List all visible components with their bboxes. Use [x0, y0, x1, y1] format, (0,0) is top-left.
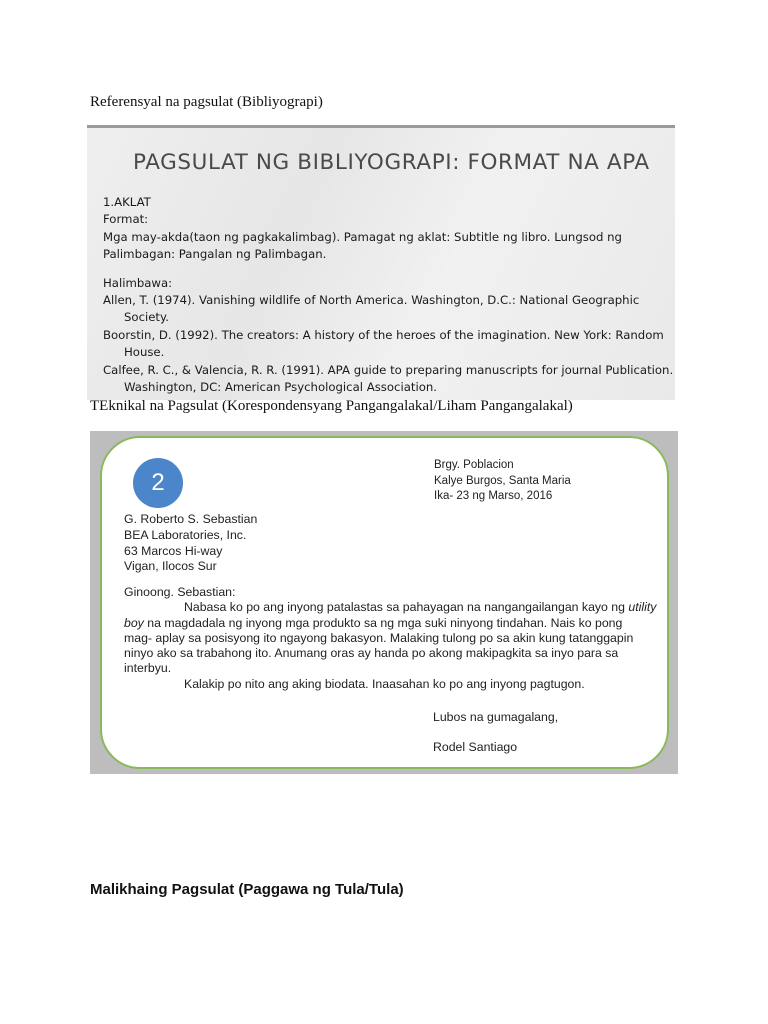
letter-body [124, 585, 659, 692]
address-line: Kalye Burgos, Santa Maria [434, 474, 571, 487]
body-line: mag- aplay sa posisyong ito ngayong bakasyon. Malaking tulong po sa akin kung tatanggapin [124, 630, 634, 645]
body-line: interbyu. [124, 661, 172, 676]
caption-malikhaing: Malikhaing Pagsulat (Paggawa ng Tula/Tula) [90, 881, 404, 898]
example-citation-cont: Washington, DC: American Psychological Association. [124, 380, 437, 395]
salutation: Ginoong. Sebastian: [124, 585, 236, 599]
signature: Rodel Santiago [433, 740, 518, 754]
recipient-line: BEA Laboratories, Inc. [124, 527, 247, 542]
format-line: Mga may-akda(taon ng pagkakalimbag). Pamagat ng aklat: Subtitle ng libro. Lungsod ng [103, 229, 622, 244]
sender-address [434, 458, 571, 505]
example-citation: Boorstin, D. (1992). The creators: A history of the heroes of the imagination. New York: Random [103, 327, 664, 342]
example-citation: Allen, T. (1974). Vanishing wildlife of North America. Washington, D.C.: National Geographic [103, 293, 640, 308]
example-citation: Calfee, R. C., & Valencia, R. R. (1991). APA guide to preparing manuscripts for journal Publication. [103, 362, 674, 377]
recipient-line: Vigan, Ilocos Sur [124, 559, 217, 574]
address-line: Brgy. Poblacion [434, 459, 514, 471]
body-line: ninyo ako sa trabahong ito. Anumang oras ay handa po akong makipagkita sa inyo para sa [124, 646, 619, 661]
apa-format-slide [87, 125, 675, 400]
recipient-line: 63 Marcos Hi-way [124, 543, 223, 558]
format-label: Format: [103, 212, 149, 227]
slide-body [103, 194, 674, 396]
example-citation-cont: House. [124, 345, 165, 360]
body-line: Nabasa ko po ang inyong patalastas sa pahayagan na nangangailangan kayo ng utility [184, 600, 657, 615]
caption-referensyal: Referensyal na pagsulat (Bibliyograpi) [90, 94, 323, 110]
letter-card [100, 436, 669, 769]
body-line: boy na magdadala ng inyong mga produkto sa ng mga suki ninyong tindahan. Nais ko pong [124, 615, 623, 630]
format-line: Palimbagan: Pangalan ng Palimbagan. [103, 247, 327, 262]
number-badge: 2 [133, 458, 183, 508]
slide-title: PAGSULAT NG BIBLIYOGRAPI: FORMAT NA APA [133, 150, 650, 175]
example-citation-cont: Society. [124, 310, 169, 325]
caption-teknikal: TEknikal na Pagsulat (Korespondensyang Pangangalakal/Liham Pangangalakal) [90, 398, 573, 414]
closing: Lubos na gumagalang, [433, 710, 559, 724]
recipient-line: G. Roberto S. Sebastian [124, 512, 258, 526]
business-letter-image [90, 431, 678, 774]
body-line: Kalakip po nito ang aking biodata. Inaasahan ko po ang inyong pagtugon. [184, 676, 585, 691]
recipient-block [124, 512, 257, 575]
date-line: Ika- 23 ng Marso, 2016 [434, 490, 553, 502]
examples-label: Halimbawa: [103, 275, 173, 290]
section-heading: 1.AKLAT [103, 195, 151, 209]
